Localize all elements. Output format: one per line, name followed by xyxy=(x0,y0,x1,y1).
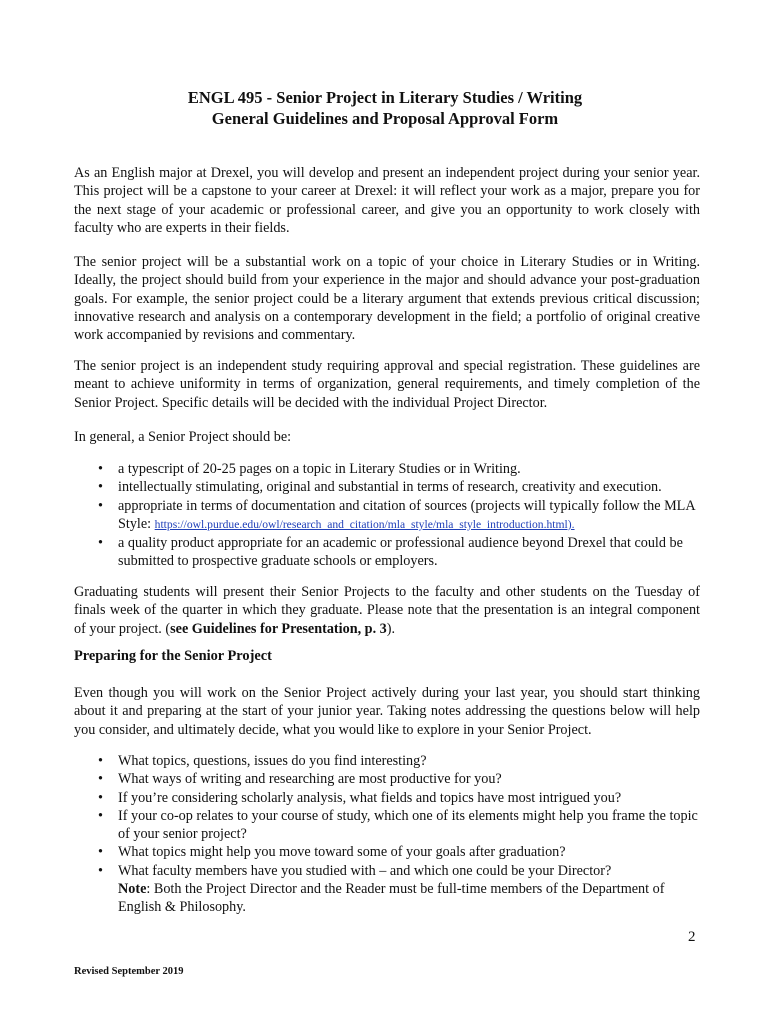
list-item xyxy=(74,843,700,861)
bullet-icon: • xyxy=(98,771,103,788)
list-item-text: appropriate in terms of documentation and citation of sources (projects will typically follow the MLA Style: xyxy=(118,497,695,532)
bullet-icon: • xyxy=(98,844,103,861)
presentation-text: Graduating students will present their Senior Projects to the faculty and other students on the Tuesday of finals week of the quarter in which they graduate. Please note that the presentation is an integral component of your project. ( xyxy=(74,584,700,637)
bullet-icon: • xyxy=(98,807,103,824)
list-item-text: a quality product appropriate for an academic or professional audience beyond Drexel that could be submitted to prospective graduate schools or employers. xyxy=(118,535,683,570)
list-item xyxy=(74,497,700,535)
project-description-paragraph: The senior project will be a substantial work on a topic of your choice in Literary Studies or in Writing. Ideally, the project should build from your experience in the major and should advance your post-graduation goals. For example, the senior project could be a literary argument that extends previous critical discussion; innovative research and analysis on a contemporary development in the field; a portfolio of original creative work accompanied by revisions and commentary. xyxy=(74,254,700,344)
page-number: 2 xyxy=(688,929,696,945)
intro-paragraph: As an English major at Drexel, you will develop and present an independent project during your senior year. This project will be a capstone to your career at Drexel: it will reflect your work as a major, prepare you for the next stage of your academic or professional career, and give you an opportunity to work closely with faculty who are experts in their fields. xyxy=(74,165,700,236)
list-item xyxy=(74,534,700,571)
preparing-paragraph: Even though you will work on the Senior Project actively during your last year, you should start thinking about it and preparing at the start of your junior year. Taking notes addressing the questions below will help you consider, and ultimately decide, what you would like to explore in your Senior Project. xyxy=(74,685,700,738)
approval-paragraph: The senior project is an independent study requiring approval and special registration. These guidelines are meant to achieve uniformity in terms of organization, general requirements, and timely completion of the Senior Project. Specific details will be decided with the individual Project Director. xyxy=(74,358,700,411)
note-text: : Both the Project Director and the Reader must be full-time members of the Department of English & Philosophy. xyxy=(118,881,665,916)
list-item xyxy=(74,478,700,496)
list-item xyxy=(74,752,700,770)
document-title-line-2: General Guidelines and Proposal Approval Form xyxy=(211,109,559,128)
note-label: Note xyxy=(118,881,147,898)
list-item-text: If your co-op relates to your course of study, which one of its elements might help you frame the topic of your senior project? xyxy=(118,807,698,843)
presentation-tail: ). xyxy=(386,620,396,637)
presentation-guidelines-reference: see Guidelines for Presentation, p. 3 xyxy=(170,620,387,637)
bullet-icon: • xyxy=(98,753,103,769)
list-item xyxy=(74,807,700,844)
bullet-icon: • xyxy=(98,461,103,477)
bullet-icon: • xyxy=(98,862,103,879)
list-item-text: What faculty members have you studied with – and which one could be your Director? xyxy=(118,862,612,879)
list-item-text: What topics might help you move toward some of your goals after graduation? xyxy=(118,844,566,861)
preparation-questions-list xyxy=(74,752,700,917)
presentation-paragraph xyxy=(74,583,700,638)
preparing-section-heading: Preparing for the Senior Project xyxy=(74,648,272,664)
bullet-icon: • xyxy=(98,789,103,806)
bullet-icon: • xyxy=(98,535,103,552)
bullet-icon: • xyxy=(98,497,103,514)
bullet-icon: • xyxy=(98,479,103,496)
revision-footer: Revised September 2019 xyxy=(74,966,184,977)
list-item xyxy=(74,770,700,788)
list-item-text: If you’re considering scholarly analysis, what fields and topics have most intrigued you? xyxy=(118,789,622,806)
document-title-line-1: ENGL 495 - Senior Project in Literary Studies / Writing xyxy=(187,88,583,107)
general-requirements-lead: In general, a Senior Project should be: xyxy=(74,429,292,445)
list-item-text: What topics, questions, issues do you find interesting? xyxy=(118,753,427,769)
list-item-text: What ways of writing and researching are most productive for you? xyxy=(118,771,502,788)
list-item-text: a typescript of 20-25 pages on a topic in Literary Studies or in Writing. xyxy=(118,461,521,477)
general-requirements-list xyxy=(74,460,700,571)
mla-style-link[interactable]: https://owl.purdue.edu/owl/research_and_citation/mla_style/mla_style_introduction.html). xyxy=(154,517,575,531)
list-item xyxy=(74,460,700,478)
list-item-text: intellectually stimulating, original and substantial in terms of research, creativity and execution. xyxy=(118,479,662,496)
list-item xyxy=(74,862,700,917)
list-item xyxy=(74,789,700,807)
